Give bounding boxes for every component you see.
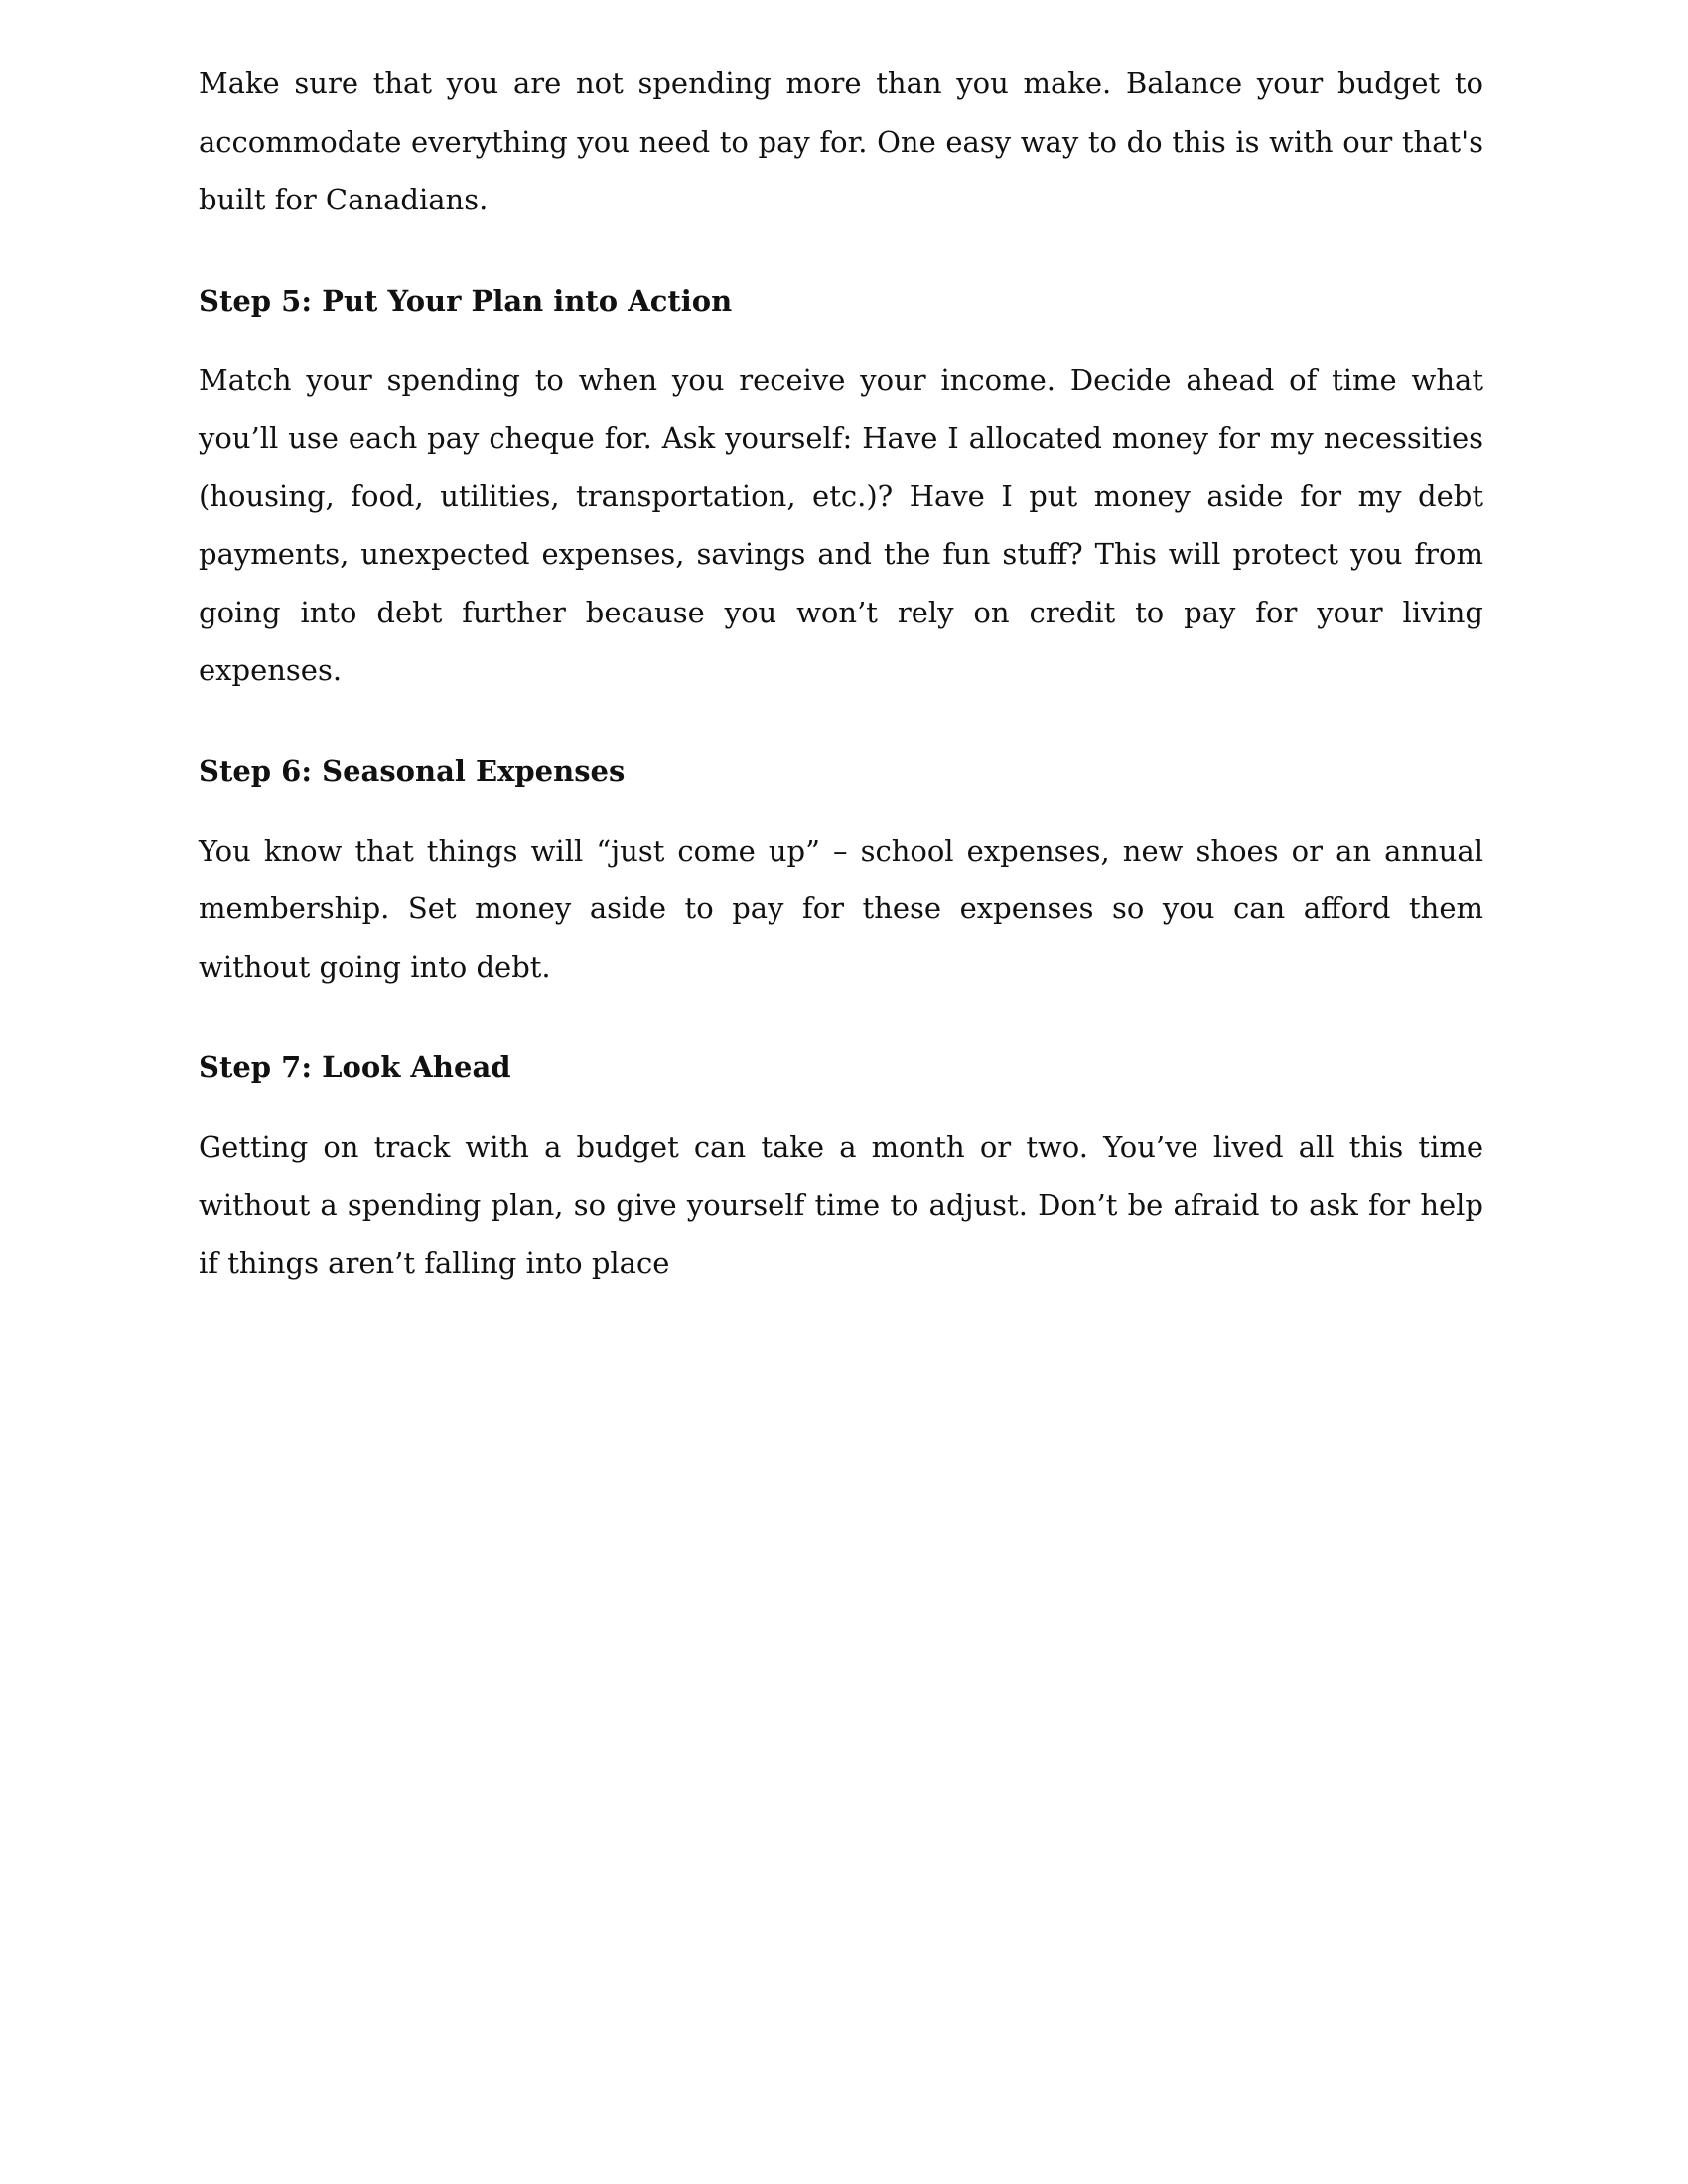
intro-paragraph: Make sure that you are not spending more than you make. Balance your budget to accommodate everything you need to pay for. One easy way to do this is with our that's built for Canadians.: [199, 67, 1483, 216]
step-5-heading: Step 5: Put Your Plan into Action: [199, 283, 733, 318]
step-6-paragraph: You know that things will “just come up” – school expenses, new shoes or an annual membership. Set money aside to pay for these expenses so you can afford them without going into debt.: [199, 833, 1483, 984]
step-6-heading: Step 6: Seasonal Expenses: [199, 753, 626, 788]
step-7-paragraph: Getting on track with a budget can take a month or two. You’ve lived all this time without a spending plan, so give yourself time to adjust. Don’t be afraid to ask for help if things aren’t falling into place: [199, 1130, 1483, 1280]
step-5-paragraph: Match your spending to when you receive your income. Decide ahead of time what you’ll use each pay cheque for. Ask yourself: Have I allocated money for my necessities (housing, food, utilities, transportation, etc.)? Have I put money aside for my debt payments, unexpected expenses, savings and the fun stuff? This will protect you from going into debt further because you won’t rely on credit to pay for your living expenses.: [199, 362, 1483, 687]
step-7-heading: Step 7: Look Ahead: [199, 1050, 511, 1084]
document-body: [199, 55, 1483, 1293]
